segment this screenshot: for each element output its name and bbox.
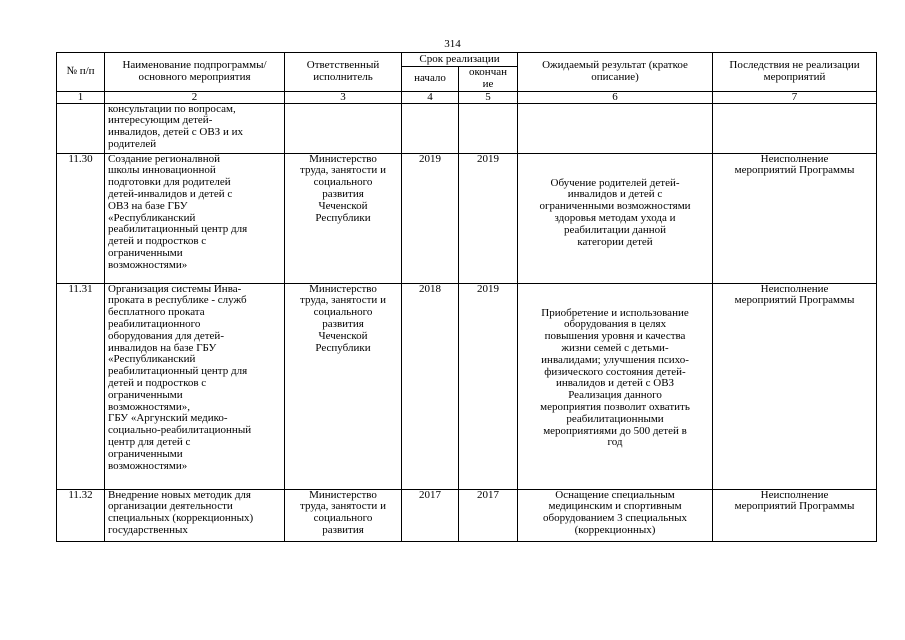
row-num: 11.32 — [57, 489, 105, 541]
row-responsible: Министерство труда, занятости и социального развития Чеченской Республики — [285, 283, 402, 489]
table-row — [57, 283, 877, 489]
header-consequences: Последствия не реализации мероприятий — [713, 53, 877, 92]
row-end: 2019 — [459, 283, 518, 489]
row-num: 11.31 — [57, 283, 105, 489]
column-number: 6 — [518, 91, 713, 103]
column-number: 5 — [459, 91, 518, 103]
header-period: Срок реализации — [402, 53, 518, 67]
column-number: 2 — [105, 91, 285, 103]
table-header — [57, 53, 877, 92]
table-row — [57, 489, 877, 541]
row-start: 2019 — [402, 153, 459, 283]
row-responsible — [285, 103, 402, 153]
row-end: 2019 — [459, 153, 518, 283]
table-row — [57, 103, 877, 153]
row-consequences: Неисполнение мероприятий Программы — [713, 489, 877, 541]
row-result: Приобретение и использование оборудования в целях повышения уровня и качества жизни семей с детьми- инвалидами; улучшения психо- физического состояния детей- инвалидов и детей с ОВЗ Реализация данного мероприятия позволит охватить реабилитационными мероприятиями до 500 детей в год — [518, 283, 713, 489]
page-number: 314 — [444, 38, 461, 50]
column-number: 1 — [57, 91, 105, 103]
header-responsible: Ответственный исполнитель — [285, 53, 402, 92]
row-name: Организация системы Инва- проката в республике - служб бесплатного проката реабилитационного оборудования для детей- инвалидов на базе ГБУ «Республиканский реабилитационный центр для детей и подростков с ограниченными возможностями», ГБУ «Аргунский медико- социально-реабилитационный центр для детей с ограниченными возможностями» — [105, 283, 285, 489]
row-end — [459, 103, 518, 153]
header-result: Ожидаемый результат (краткое описание) — [518, 53, 713, 92]
row-responsible: Министерство труда, занятости и социального развития Чеченской Республики — [285, 153, 402, 283]
row-name: Создание регионалвной школы инновационной подготовки для родителей детей-инвалидов и детей с ОВЗ на базе ГБУ «Республиканский реабилитационный центр для детей и подростков с ограниченными возможностями» — [105, 153, 285, 283]
row-start: 2018 — [402, 283, 459, 489]
column-number: 7 — [713, 91, 877, 103]
row-start: 2017 — [402, 489, 459, 541]
program-table — [56, 52, 877, 542]
row-consequences — [713, 103, 877, 153]
header-num: № п/п — [57, 53, 105, 92]
row-result: Оснащение специальным медицинским и спортивным оборудованием 3 специальных (коррекционных) — [518, 489, 713, 541]
row-consequences: Неисполнение мероприятий Программы — [713, 153, 877, 283]
row-name: консультации по вопросам, интересующим детей- инвалидов, детей с ОВЗ и их родителей — [105, 103, 285, 153]
row-result — [518, 103, 713, 153]
header-end: окончан ие — [459, 67, 518, 92]
row-start — [402, 103, 459, 153]
row-result: Обучение родителей детей- инвалидов и детей с ограниченными возможностями здоровья методам ухода и реабилитации данной категории детей — [518, 153, 713, 283]
table-row — [57, 153, 877, 283]
row-responsible: Министерство труда, занятости и социального развития — [285, 489, 402, 541]
row-end: 2017 — [459, 489, 518, 541]
row-num: 11.30 — [57, 153, 105, 283]
header-name: Наименование подпрограммы/ основного мероприятия — [105, 53, 285, 92]
header-start: начало — [402, 67, 459, 92]
column-number-row — [57, 91, 877, 103]
row-consequences: Неисполнение мероприятий Программы — [713, 283, 877, 489]
column-number: 3 — [285, 91, 402, 103]
column-number: 4 — [402, 91, 459, 103]
row-name: Внедрение новых методик для организации деятельности специальных (коррекционных) государственных — [105, 489, 285, 541]
row-num — [57, 103, 105, 153]
